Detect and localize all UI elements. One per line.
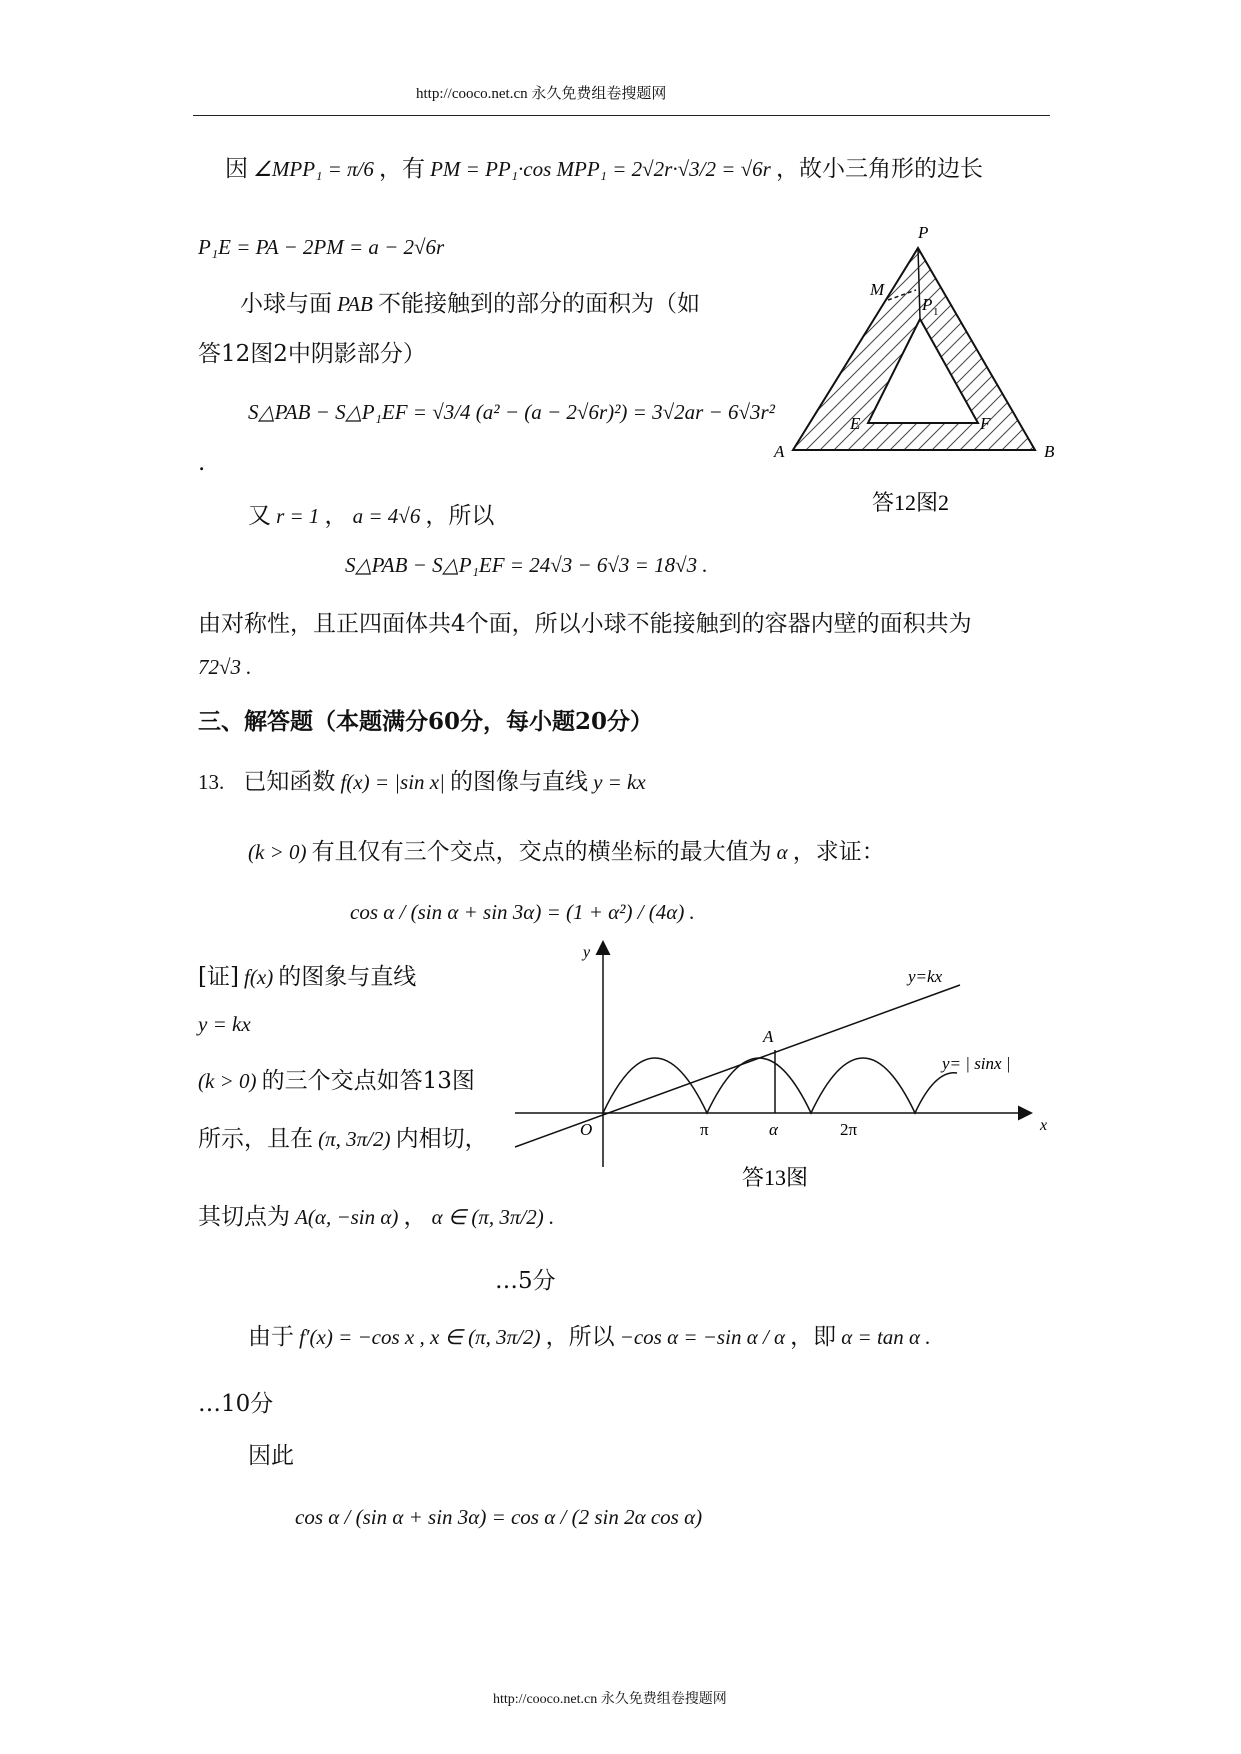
equation-1: cos α / (sin α + sin 3α) = (1 + α²) / (4α) . (350, 900, 695, 924)
text: 的图像与直线 (449, 769, 588, 795)
label-O: O (580, 1120, 593, 1139)
math: α ∈ (π, 3π/2) . (431, 1205, 555, 1229)
label-P1-sub: 1 (933, 306, 939, 318)
math: a = 4√6 (352, 504, 421, 528)
label-A: A (763, 1027, 774, 1046)
text: 又 (248, 503, 271, 529)
text: 小球与面 (240, 291, 332, 317)
math: f′(x) = −cos x , x ∈ (π, 3π/2) (299, 1325, 541, 1349)
header-url: http://cooco.net.cn (416, 86, 528, 102)
text: ， (324, 503, 348, 529)
text: 所示，且在 (198, 1126, 313, 1152)
line-6 (248, 497, 494, 530)
label-P: P (918, 223, 929, 242)
text: ，所以 (425, 503, 495, 529)
line-8: 由对称性，且正四面体共4个面，所以小球不能接触到的容器内壁的面积共为 (198, 611, 972, 637)
math: y = kx (593, 770, 646, 794)
math: r = 1 (276, 504, 320, 528)
label-alpha: α (769, 1120, 778, 1139)
math: f(x) (244, 965, 274, 989)
math: (π, 3π/2) (318, 1127, 391, 1151)
label-E: E (850, 414, 861, 433)
math: PAB (337, 292, 373, 316)
proof-line-6 (248, 1318, 931, 1351)
text: 由于 (248, 1324, 294, 1350)
page-header (416, 82, 666, 103)
text: 不能接触到的部分的面积为（如 (377, 291, 700, 317)
text: ，故小三角形的边长 (775, 156, 983, 182)
label-x: x (1040, 1117, 1048, 1134)
label-line: y=kx (908, 967, 943, 986)
math: f(x) = |sin x| (340, 770, 445, 794)
text: ， (403, 1204, 427, 1230)
label-2pi: 2π (840, 1120, 858, 1139)
equation-2: cos α / (sin α + sin 3α) = cos α / (2 sin 2α cos α) (295, 1505, 703, 1529)
text: ，求证： (792, 839, 885, 865)
line-2: P₁E = PA − 2PM = a − 2√6r (198, 235, 445, 259)
text: 内相切， (395, 1126, 488, 1152)
text: 因 (225, 156, 248, 182)
label-M: M (870, 280, 885, 299)
text: 已知函数 (243, 769, 336, 795)
label-B: B (1044, 442, 1055, 461)
math: PM = PP₁·cos MPP₁ = 2√2r·√3/2 = √6r (430, 157, 771, 181)
section-heading: 三、解答题（本题满分60分，每小题20分） (198, 708, 654, 735)
math: α (776, 840, 788, 864)
math: −cos α = −sin α / α (619, 1325, 786, 1349)
proof-line-5 (198, 1198, 554, 1231)
math: (k > 0) (198, 1069, 257, 1093)
curve-abs-sin (603, 1058, 957, 1113)
label-F: F (980, 414, 991, 433)
proof-line-4 (198, 1120, 488, 1153)
page-footer (493, 1688, 727, 1708)
question-13-line-2 (248, 833, 885, 866)
proof-line-1 (198, 958, 416, 991)
label-pi: π (700, 1120, 709, 1139)
text: ，所以 (545, 1324, 615, 1350)
score-5: …5分 (495, 1268, 556, 1294)
text: ，即 (790, 1324, 837, 1350)
math: ∠MPP₁ = π/6 (253, 157, 374, 181)
line-1 (225, 150, 983, 183)
text: [证] (198, 964, 239, 990)
figure-13-caption: 答13图 (742, 1165, 809, 1190)
proof-line-2: y = kx (198, 1012, 251, 1036)
text: 的三个交点如答13图 (261, 1068, 475, 1094)
question-number: 13. (198, 770, 225, 794)
text: 其切点为 (198, 1204, 290, 1230)
figure-12-2 (770, 220, 1070, 520)
text: ，有 (379, 156, 425, 182)
line-4: 答12图2中阴影部分） (198, 341, 426, 367)
label-curve: y= | sinx | (942, 1054, 1011, 1073)
line-5-dot: . (198, 450, 206, 476)
proof-line-3 (198, 1062, 475, 1095)
text: 有且仅有三个交点，交点的横坐标的最大值为 (311, 839, 772, 865)
label-y: y (583, 944, 591, 961)
header-rule (193, 115, 1050, 116)
math: (k > 0) (248, 840, 307, 864)
label-P1: P (922, 295, 933, 314)
proof-line-7: 因此 (248, 1443, 294, 1469)
footer-url: http://cooco.net.cn (493, 1692, 598, 1707)
header-site-name: 永久免费组卷搜题网 (531, 86, 667, 102)
label-A: A (774, 442, 785, 461)
math: α = tan α . (841, 1325, 931, 1349)
text: 的图象与直线 (278, 964, 417, 990)
line-7: S△PAB − S△P₁EF = 24√3 − 6√3 = 18√3 . (345, 553, 708, 577)
figure-13 (510, 935, 1070, 1195)
question-13 (198, 763, 646, 796)
shaded-region (793, 248, 1035, 450)
line-3 (240, 285, 700, 318)
line-9: 72√3 . (198, 655, 252, 679)
footer-site-name: 永久免费组卷搜题网 (600, 1692, 727, 1707)
line-5: S△PAB − S△P₁EF = √3/4 (a² − (a − 2√6r)²) = 3√2ar − 6√3r² (248, 400, 775, 424)
math: A(α, −sin α) (295, 1205, 399, 1229)
figure-12-caption: 答12图2 (872, 490, 950, 515)
score-10: …10分 (198, 1391, 274, 1417)
